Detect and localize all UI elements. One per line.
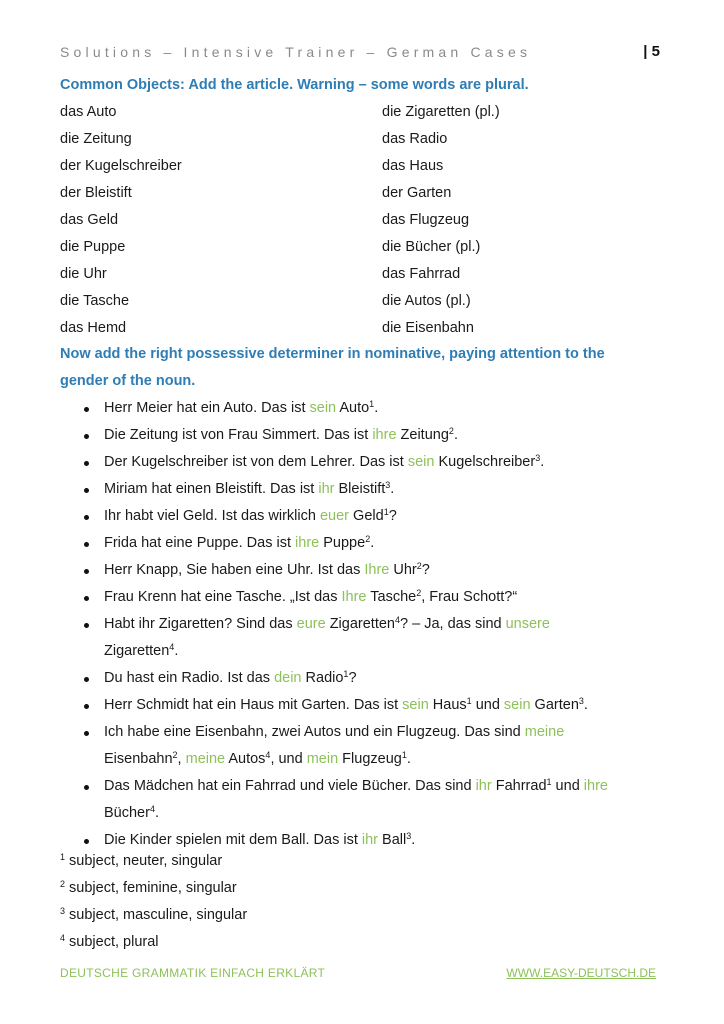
footnote-ref: 2 — [365, 534, 371, 544]
answer-possessive: sein — [309, 400, 337, 416]
footnote-1 — [60, 853, 222, 869]
word-left-3: der Bleistift — [60, 185, 132, 201]
page-header — [60, 44, 660, 64]
answer-possessive: sein — [407, 454, 435, 470]
footer-website-link[interactable]: WWW.EASY-DEUTSCH.DE — [506, 966, 656, 980]
footnote-number: 1 — [60, 852, 66, 862]
answer-possessive: mein — [306, 751, 339, 767]
answer-possessive: meine — [185, 751, 226, 767]
word-right-7: die Autos (pl.) — [382, 293, 471, 309]
header-title: Solutions – Intensive Trainer – German Cases — [60, 44, 532, 60]
bullet-dot — [84, 623, 89, 628]
answer-possessive: ihre — [372, 427, 397, 443]
section2-heading-line2: gender of the noun. — [60, 373, 196, 389]
word-right-8: die Eisenbahn — [382, 320, 474, 336]
bullet-dot — [84, 461, 89, 466]
answer-possessive: euer — [319, 508, 350, 524]
word-right-4: das Flugzeug — [382, 212, 470, 228]
exercise-item-3: Miriam hat einen Bleistift. Das ist ihr Bleistift$^3$. — [104, 480, 395, 497]
footnote-ref: 1 — [369, 399, 375, 409]
answer-possessive: unsere — [505, 616, 550, 632]
exercise-item-7: Frau Krenn hat eine Tasche. „Ist das Ihre Tasche$^2$, Frau Schott?“ — [104, 588, 518, 605]
footnote-ref: 2 — [416, 588, 422, 598]
exercise-item-11: Ich habe eine Eisenbahn, zwei Autos und ein Flugzeug. Das sind meine — [104, 724, 565, 740]
exercise-item-4: Ihr habt viel Geld. Ist das wirklich euer Geld$^1$? — [104, 507, 397, 524]
exercise-item-1: Die Zeitung ist von Frau Simmert. Das ist ihre Zeitung$^2$. — [104, 426, 458, 443]
bullet-dot — [84, 839, 89, 844]
bullet-dot — [84, 677, 89, 682]
exercise-item-11-cont: Eisenbahn$^2$, meine Autos$^4$, und mein Flugzeug$^1$. — [104, 750, 411, 767]
footnote-ref: 4 — [149, 804, 155, 814]
footnote-ref: 1 — [546, 777, 552, 787]
answer-possessive: meine — [524, 724, 565, 740]
footnote-ref: 2 — [416, 561, 422, 571]
footnote-ref: 1 — [466, 696, 472, 706]
bullet-dot — [84, 569, 89, 574]
bullet-dot — [84, 407, 89, 412]
footer-tagline: DEUTSCHE GRAMMATIK EINFACH ERKLÄRT — [60, 966, 326, 980]
answer-possessive: ihre — [583, 778, 608, 794]
footnote-2 — [60, 880, 237, 896]
footnote-number: 2 — [60, 879, 66, 889]
word-left-1: die Zeitung — [60, 131, 132, 147]
bullet-dot — [84, 785, 89, 790]
footnote-text: subject, neuter, singular — [65, 853, 223, 869]
answer-possessive: ihre — [295, 535, 320, 551]
footnote-text: subject, masculine, singular — [65, 907, 248, 923]
word-left-8: das Hemd — [60, 320, 127, 336]
footnote-ref: 4 — [265, 750, 271, 760]
exercise-item-9: Du hast ein Radio. Ist das dein Radio$^1$? — [104, 669, 357, 686]
footnote-ref: 1 — [383, 507, 389, 517]
answer-possessive: ihr — [475, 778, 492, 794]
footnote-number: 4 — [60, 933, 66, 943]
answer-possessive: eure — [296, 616, 326, 632]
page-number: | 5 — [643, 43, 660, 60]
bullet-dot — [84, 434, 89, 439]
exercise-item-13: Die Kinder spielen mit dem Ball. Das ist ihr Ball$^3$. — [104, 831, 416, 848]
bullet-dot — [84, 731, 89, 736]
exercise-item-10: Herr Schmidt hat ein Haus mit Garten. Das ist sein Haus$^1$ und sein Garten$^3$. — [104, 696, 588, 713]
section1-heading: Common Objects: Add the article. Warning – some words are plural. — [60, 77, 529, 93]
exercise-item-12-cont: Bücher$^4$. — [104, 804, 159, 821]
footnote-4 — [60, 934, 159, 950]
word-right-5: die Bücher (pl.) — [382, 239, 481, 255]
bullet-dot — [84, 704, 89, 709]
word-left-0: das Auto — [60, 104, 117, 120]
answer-possessive: ihr — [318, 481, 335, 497]
footnote-number: 3 — [60, 906, 66, 916]
footnote-ref: 3 — [535, 453, 541, 463]
word-left-4: das Geld — [60, 212, 119, 228]
answer-possessive: dein — [274, 670, 302, 686]
word-right-0: die Zigaretten (pl.) — [382, 104, 500, 120]
bullet-dot — [84, 488, 89, 493]
word-right-2: das Haus — [382, 158, 444, 174]
footnote-ref: 3 — [385, 480, 391, 490]
answer-possessive: sein — [402, 697, 429, 713]
exercise-item-8-cont: Zigaretten$^4$. — [104, 642, 179, 659]
footnote-ref: 2 — [448, 426, 454, 436]
bullet-dot — [84, 596, 89, 601]
footnote-ref: 3 — [578, 696, 584, 706]
answer-possessive: Ihre — [364, 562, 390, 578]
bullet-dot — [84, 542, 89, 547]
footnote-ref: 4 — [169, 642, 175, 652]
exercise-item-5: Frida hat eine Puppe. Das ist ihre Puppe$^2$. — [104, 534, 375, 551]
answer-possessive: ihr — [361, 832, 379, 848]
exercise-item-6: Herr Knapp, Sie haben eine Uhr. Ist das Ihre Uhr$^2$? — [104, 561, 430, 578]
word-left-5: die Puppe — [60, 239, 126, 255]
word-right-3: der Garten — [382, 185, 452, 201]
footnote-ref: 2 — [172, 750, 178, 760]
word-right-1: das Radio — [382, 131, 448, 147]
section2-heading-line1: Now add the right possessive determiner in nominative, paying attention to the — [60, 346, 605, 362]
exercise-item-0: Herr Meier hat ein Auto. Das ist sein Auto$^1$. — [104, 399, 379, 416]
exercise-item-2: Der Kugelschreiber ist von dem Lehrer. Das ist sein Kugelschreiber$^3$. — [104, 453, 545, 470]
footnote-ref: 1 — [401, 750, 407, 760]
exercise-item-12: Das Mädchen hat ein Fahrrad und viele Bücher. Das sind ihr Fahrrad$^1$ und ihre — [104, 777, 608, 794]
word-left-7: die Tasche — [60, 293, 130, 309]
word-left-6: die Uhr — [60, 266, 107, 282]
footnote-text: subject, plural — [65, 934, 159, 950]
footnote-text: subject, feminine, singular — [65, 880, 237, 896]
footnote-ref: 3 — [406, 831, 412, 841]
word-left-2: der Kugelschreiber — [60, 158, 182, 174]
word-right-6: das Fahrrad — [382, 266, 461, 282]
footnote-ref: 1 — [343, 669, 349, 679]
answer-possessive: sein — [503, 697, 531, 713]
footnote-3 — [60, 907, 247, 923]
answer-possessive: Ihre — [341, 589, 367, 605]
footnote-ref: 4 — [395, 615, 401, 625]
bullet-dot — [84, 515, 89, 520]
exercise-item-8: Habt ihr Zigaretten? Sind das eure Zigaretten$^4$? – Ja, das sind unsere — [104, 615, 550, 632]
